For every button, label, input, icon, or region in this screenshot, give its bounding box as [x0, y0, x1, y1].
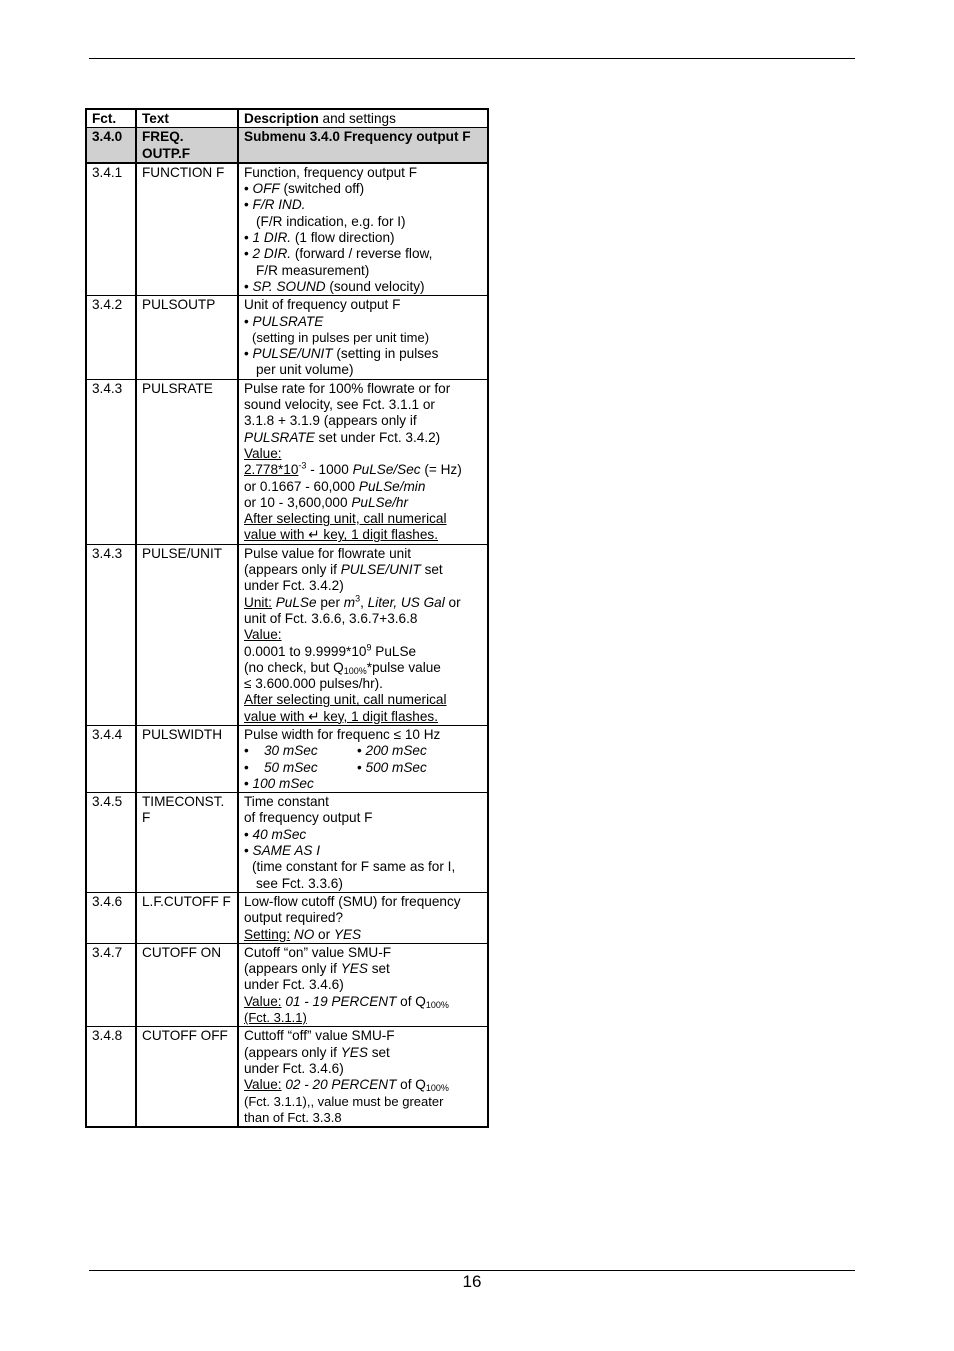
table-row — [86, 943, 488, 1026]
description-cell: Pulse value for flowrate unit (appears only if PULSE/UNIT set under Fct. 3.4.2) Unit: PuLSe per $m^3$, Liter, US Gal or unit of Fct. 3.6.6, 3.6.7+3.6.8 Value: 0.0001 to $9.9999*10^9$ PuLSe (no check, but $Q_{100\%}*pulse$ value ≤ 3.600.000 pulses/hr). After selecting unit, call numerical value with ↵ key, 1 digit flashes. — [238, 544, 488, 725]
text-cell: FREQ. OUTP.F — [136, 128, 238, 163]
page-number: 16 — [462, 1272, 482, 1291]
table-row — [86, 793, 488, 893]
function-table — [85, 108, 489, 1128]
fct-cell: 3.4.0 — [86, 128, 136, 163]
text-cell: TIMECONST. F — [136, 793, 238, 893]
fct-cell: 3.4.4 — [86, 725, 136, 792]
fct-cell: 3.4.1 — [86, 163, 136, 296]
col-header-fct: Fct. — [86, 109, 136, 128]
description-cell: Submenu 3.4.0 Frequency output F — [238, 128, 488, 163]
text-cell: PULSRATE — [136, 379, 238, 544]
text-cell: FUNCTION F — [136, 163, 238, 296]
table-row — [86, 544, 488, 725]
text-cell: L.F.CUTOFF F — [136, 892, 238, 943]
text-cell: PULSOUTP — [136, 296, 238, 379]
description-cell: Low-flow cutoff (SMU) for frequency output required? Setting: NO or YES — [238, 892, 488, 943]
description-cell: Pulse rate for 100% flowrate or for sound velocity, see Fct. 3.1.1 or 3.1.8 + 3.1.9 (appears only if PULSRATE set under Fct. 3.4.2) Value: $2.778*10^{-3} - 1000$ PuLSe/Sec (= Hz) or 0.1667 - 60,000 PuLSe/min or 10 - 3,600,000 PuLSe/hr After selecting unit, call numerical value with ↵ key, 1 digit flashes. — [238, 379, 488, 544]
text-cell: CUTOFF OFF — [136, 1027, 238, 1127]
description-cell: Time constant of frequency output F • 40 mSec • SAME AS I (time constant for F same as for I, see Fct. 3.3.6) — [238, 793, 488, 893]
table-header-row — [86, 109, 488, 128]
table-row — [86, 725, 488, 792]
fct-cell: 3.4.6 — [86, 892, 136, 943]
description-cell: Cutoff “on” value SMU-F (appears only if YES set under Fct. 3.4.6) Value: 01 - 19 PERCENT of $Q_{100\%}$ (Fct. 3.1.1) — [238, 943, 488, 1026]
fct-cell: 3.4.7 — [86, 943, 136, 1026]
text-cell: CUTOFF ON — [136, 943, 238, 1026]
text-cell: PULSE/UNIT — [136, 544, 238, 725]
fct-cell: 3.4.3 — [86, 379, 136, 544]
text-cell: PULSWIDTH — [136, 725, 238, 792]
description-cell: Unit of frequency output F • PULSRATE (setting in pulses per unit time) • PULSE/UNIT (setting in pulses per unit volume) — [238, 296, 488, 379]
table-row-submenu — [86, 128, 488, 163]
table-row — [86, 892, 488, 943]
fct-cell: 3.4.3 — [86, 544, 136, 725]
description-cell: Pulse width for frequenc ≤ 10 Hz • 30 mSec • 200 mSec • 50 mSec • 500 mSec • 100 mSec — [238, 725, 488, 792]
fct-cell: 3.4.2 — [86, 296, 136, 379]
table-row — [86, 296, 488, 379]
table-row — [86, 379, 488, 544]
description-cell: Function, frequency output F • OFF (switched off) • F/R IND. (F/R indication, e.g. for I) • 1 DIR. (1 flow direction) • 2 DIR. (forward / reverse flow, F/R measurement) • SP. SOUND (sound velocity) — [238, 163, 488, 296]
col-header-description: Description and settings — [238, 109, 488, 128]
col-header-text: Text — [136, 109, 238, 128]
table-row — [86, 1027, 488, 1127]
fct-cell: 3.4.8 — [86, 1027, 136, 1127]
description-cell: Cuttoff “off” value SMU-F (appears only if YES set under Fct. 3.4.6) Value: 02 - 20 PERCENT of $Q_{100\%}$ (Fct. 3.1.1),, value must be greater than of Fct. 3.3.8 — [238, 1027, 488, 1127]
table-row — [86, 163, 488, 296]
header-rule — [89, 58, 855, 59]
footer-rule — [89, 1270, 855, 1271]
fct-cell: 3.4.5 — [86, 793, 136, 893]
